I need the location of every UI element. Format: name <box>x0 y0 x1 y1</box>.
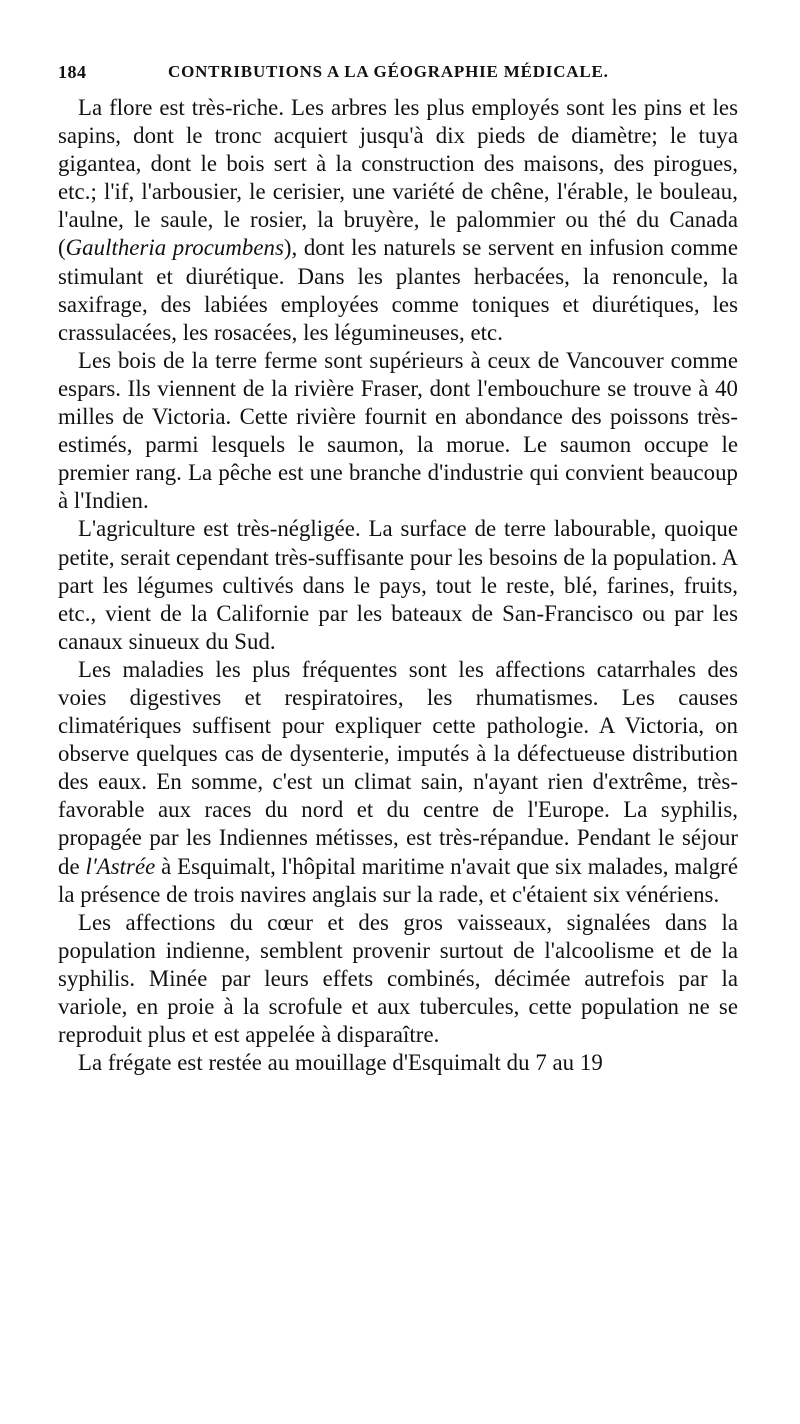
body-text <box>58 94 738 1077</box>
page-header <box>58 62 738 92</box>
paragraph-diseases <box>58 656 738 909</box>
paragraph-heart-affections: Les affections du cœur et des gros vaisseaux, signalées dans la population indienne, semblent provenir surtout de l'alcoolisme et de la syphilis. Minée par leurs effets combinés, décimée autrefois par la variole, en proie à la scrofule et aux tubercules, cette population ne se reproduit plus et est appelée à disparaître. <box>58 909 738 1048</box>
paragraph-wood-fishing: Les bois de la terre ferme sont supérieurs à ceux de Vancouver comme espars. Ils viennent de la rivière Fraser, dont l'embouchure se trouve à 40 milles de Victoria. Cette rivière fournit en abondance des poissons très-estimés, parmi lesquels le saumon, la morue. Le saumon occupe le premier rang. La pêche est une branche d'industrie qui convient beaucoup à l'Indien. <box>58 347 738 514</box>
paragraph-flora <box>58 94 738 347</box>
paragraph-flora-text-end: ), dont les naturels se servent en infusion comme stimulant et diurétique. Dans les plantes herbacées, la renoncule, la saxifrage, des labiées employées comme toniques et diurétiques, les crassulacées, les rosacées, les légumineuses, etc. <box>58 235 738 345</box>
paragraph-diseases-text: Les maladies les plus fréquentes sont les affections catarrhales des voies digestives et respiratoires, les rhumatismes. Les causes climatériques suffisent pour expliquer cette pathologie. A Victoria, on observe quelques cas de dysenterie, imputés à la défectueuse distribution des eaux. En somme, c'est un climat sain, n'ayant rien d'extrême, très-favorable aux races du nord et du centre de l'Europe. La syphilis, propagée par les Indiennes métisses, est très-répandue. Pendant le séjour de <box>58 656 738 879</box>
paragraph-diseases-text-end: à Esquimalt, l'hôpital maritime n'avait que six malades, malgré la présence de trois navires anglais sur la rade, et c'étaient six vénériens. <box>58 853 738 907</box>
book-page <box>58 62 738 1077</box>
ship-name: l'Astrée <box>85 853 156 879</box>
paragraph-agriculture: L'agriculture est très-négligée. La surface de terre labourable, quoique petite, serait cependant très-suffisante pour les besoins de la population. A part les légumes cultivés dans le pays, tout le reste, blé, farines, fruits, etc., vient de la Californie par les bateaux de San-Francisco ou par les canaux sinueux du Sud. <box>58 516 738 654</box>
page-number: 184 <box>58 62 87 82</box>
paragraph-frigate: La frégate est restée au mouillage d'Esquimalt du 7 au 19 <box>78 1050 603 1076</box>
running-head: CONTRIBUTIONS A LA GÉOGRAPHIE MÉDICALE. <box>168 62 609 81</box>
latin-plant-name: Gaultheria procumbens <box>65 235 284 261</box>
paragraph-flora-text: La flore est très-riche. Les arbres les plus employés sont les pins et les sapins, dont le tronc acquiert jusqu'à dix pieds de diamètre; le tuya gigantea, dont le bois sert à la construction des maisons, des pirogues, etc.; l'if, l'arbousier, le cerisier, une variété de chêne, l'érable, le bouleau, l'aulne, le saule, le rosier, la bruyère, le palommier ou thé du Canada ( <box>58 95 738 261</box>
